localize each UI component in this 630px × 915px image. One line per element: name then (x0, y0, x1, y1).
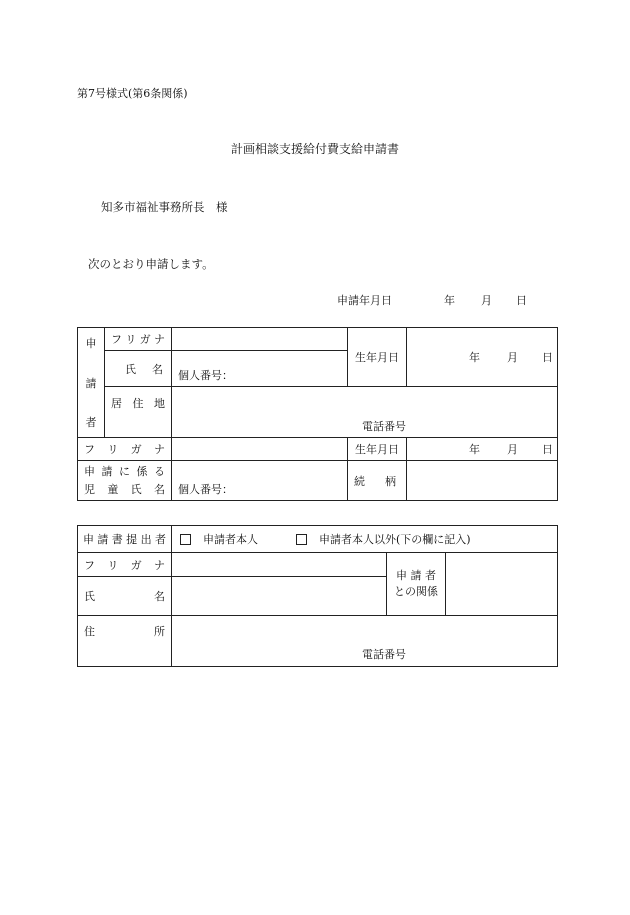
submitter-furigana-field[interactable] (172, 553, 387, 577)
addressee: 知多市福祉事務所長 様 (101, 200, 228, 214)
intro-text: 次のとおり申請します。 (88, 257, 214, 271)
submitter-relation-label: 申 請 者 との関係 (387, 553, 446, 616)
child-furigana-label: フ リ ガ ナ (78, 438, 172, 461)
application-date-year: 年 (444, 294, 455, 307)
submitter-address-label: 住 所 (78, 616, 172, 667)
applicant-birthdate-label: 生年月日 (348, 328, 407, 387)
child-name-field[interactable] (172, 461, 348, 501)
submitter-address-field[interactable] (172, 616, 558, 667)
applicant-furigana-label: フ リ ガ ナ (105, 328, 172, 351)
form-number: 第7号様式(第6条関係) (77, 87, 188, 100)
child-individual-number-label: 個人番号： (178, 483, 233, 496)
applicant-furigana-field[interactable] (172, 328, 348, 351)
applicant-phone-label: 電話番号 (362, 420, 406, 433)
child-name-label: 申 請 に 係 る 児 童 氏 名 (78, 461, 172, 501)
submitter-options (172, 526, 558, 553)
applicant-section-label: 申 請 者 (78, 328, 105, 438)
applicant-name-label: 氏 名 (105, 351, 172, 387)
submitter-other-label: 申請者本人以外(下の欄に記入) (319, 533, 471, 546)
applicant-table (77, 327, 558, 501)
application-date-label: 申請年月日 (337, 294, 392, 307)
submitter-name-field[interactable] (172, 577, 387, 616)
submitter-furigana-label: フ リ ガ ナ (78, 553, 172, 577)
submitter-name-label: 氏 名 (78, 577, 172, 616)
submitter-other-checkbox[interactable] (296, 534, 307, 545)
submitter-self-checkbox[interactable] (180, 534, 191, 545)
application-date-day: 日 (516, 294, 527, 307)
applicant-name-field[interactable] (172, 351, 348, 387)
child-relationship-label: 続 柄 (348, 461, 407, 501)
applicant-birthdate-field[interactable]: 年 月 日 (407, 328, 558, 387)
submitter-relation-field[interactable] (446, 553, 558, 616)
applicant-address-field[interactable] (172, 387, 558, 438)
submitter-table (77, 525, 558, 667)
child-birthdate-field[interactable]: 年 月 日 (407, 438, 558, 461)
applicant-individual-number-label: 個人番号： (178, 369, 233, 382)
child-furigana-field[interactable] (172, 438, 348, 461)
application-date-month: 月 (481, 294, 492, 307)
submitter-phone-label: 電話番号 (362, 648, 406, 661)
child-birthdate-label: 生年月日 (348, 438, 407, 461)
submitter-label: 申 請 書 提 出 者 (78, 526, 172, 553)
child-relationship-field[interactable] (407, 461, 558, 501)
document-title: 計画相談支援給付費支給申請書 (230, 142, 399, 156)
submitter-self-label: 申請者本人 (203, 533, 258, 546)
applicant-address-label: 居 住 地 (105, 387, 172, 438)
